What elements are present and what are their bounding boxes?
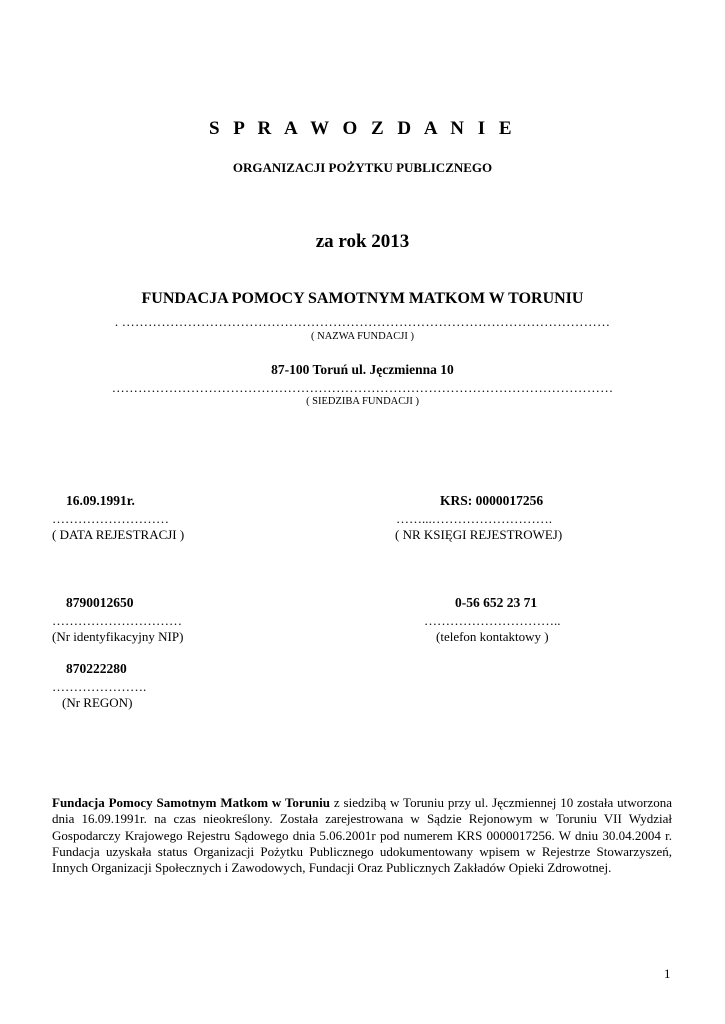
description-lead: Fundacja Pomocy Samotnym Matkom w Toruniu <box>52 795 330 810</box>
phone-dots: ………………………….. <box>424 613 561 628</box>
foundation-name: FUNDACJA POMOCY SAMOTNYM MATKOM W TORUNIU <box>141 290 584 307</box>
krs-caption: ( NR KSIĘGI REJESTROWEJ) <box>395 527 563 542</box>
page-number: 1 <box>664 966 671 981</box>
nip-value: 8790012650 <box>66 595 134 610</box>
foundation-address-caption: ( SIEDZIBA FUNDACJI ) <box>306 396 419 407</box>
regon-value: 870222280 <box>66 661 127 676</box>
report-subtitle: ORGANIZACJI POŻYTKU PUBLICZNEGO <box>232 160 493 175</box>
regon-caption: (Nr REGON) <box>62 695 133 710</box>
description-text: z siedzibą w Toruniu przy ul. Jęczmiennej 10 została utworzona dnia 16.09.1991r. na czas nieokreślony. Została zarejestrowana w Sądzie Rejonowym w Toruniu VII Wydział Gospodarczy Krajowego Rejestru Sądowego dnia 5.06.2001r pod numerem KRS 0000017256. W dniu 30.04.2004 r. Fundacja uzyskała status Organizacji Pożytku Publicznego udokumentowany wpisem w Rejestrze Stowarzyszeń, Innych Organizacji Społecznych i Zawodowych, Fundacji Oraz Publicznych Zakładów Opieki Zdrowotnej. <box>52 795 672 876</box>
description-paragraph <box>52 795 672 876</box>
krs-dots: ……...………………………. <box>396 511 552 526</box>
registration-date-value: 16.09.1991r. <box>66 493 135 508</box>
phone-caption: (telefon kontaktowy ) <box>436 629 549 644</box>
foundation-name-caption: ( NAZWA FUNDACJI ) <box>311 331 414 342</box>
krs-value: KRS: 0000017256 <box>440 493 544 508</box>
regon-dots: …………………. <box>52 679 147 694</box>
registration-date-caption: ( DATA REJESTRACJI ) <box>52 527 185 542</box>
foundation-name-dots: . ………………………………………………………………………………………………… <box>114 314 611 329</box>
registration-date-dots: ……………………… <box>52 511 169 526</box>
nip-caption: (Nr identyfikacyjny NIP) <box>52 629 184 644</box>
nip-dots: ………………………… <box>52 613 182 628</box>
foundation-address: 87-100 Toruń ul. Jęczmienna 10 <box>271 362 454 377</box>
report-year: za rok 2013 <box>315 231 410 252</box>
report-title: S P R A W O Z D A N I E <box>208 118 517 139</box>
foundation-address-dots: …………………………………………………………………………………………………… <box>111 380 614 395</box>
phone-value: 0-56 652 23 71 <box>455 595 538 610</box>
